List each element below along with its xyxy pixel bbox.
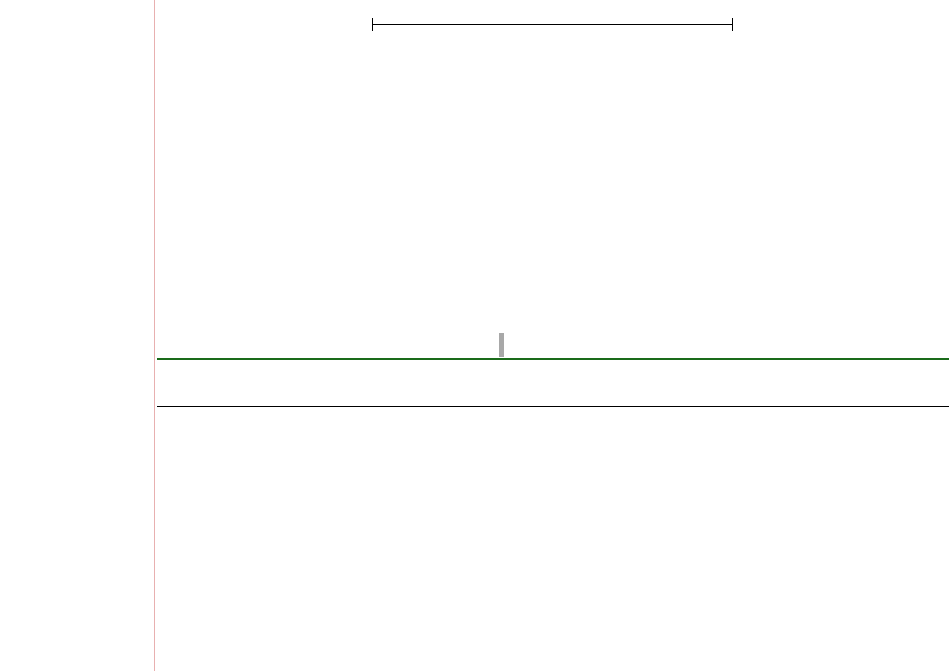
gtex-baseline xyxy=(157,358,949,360)
h3k27ac-baseline xyxy=(157,406,949,407)
gtex-expression-bar xyxy=(499,333,504,357)
label-gutter-divider xyxy=(154,0,155,671)
gtex-track[interactable] xyxy=(157,332,949,358)
